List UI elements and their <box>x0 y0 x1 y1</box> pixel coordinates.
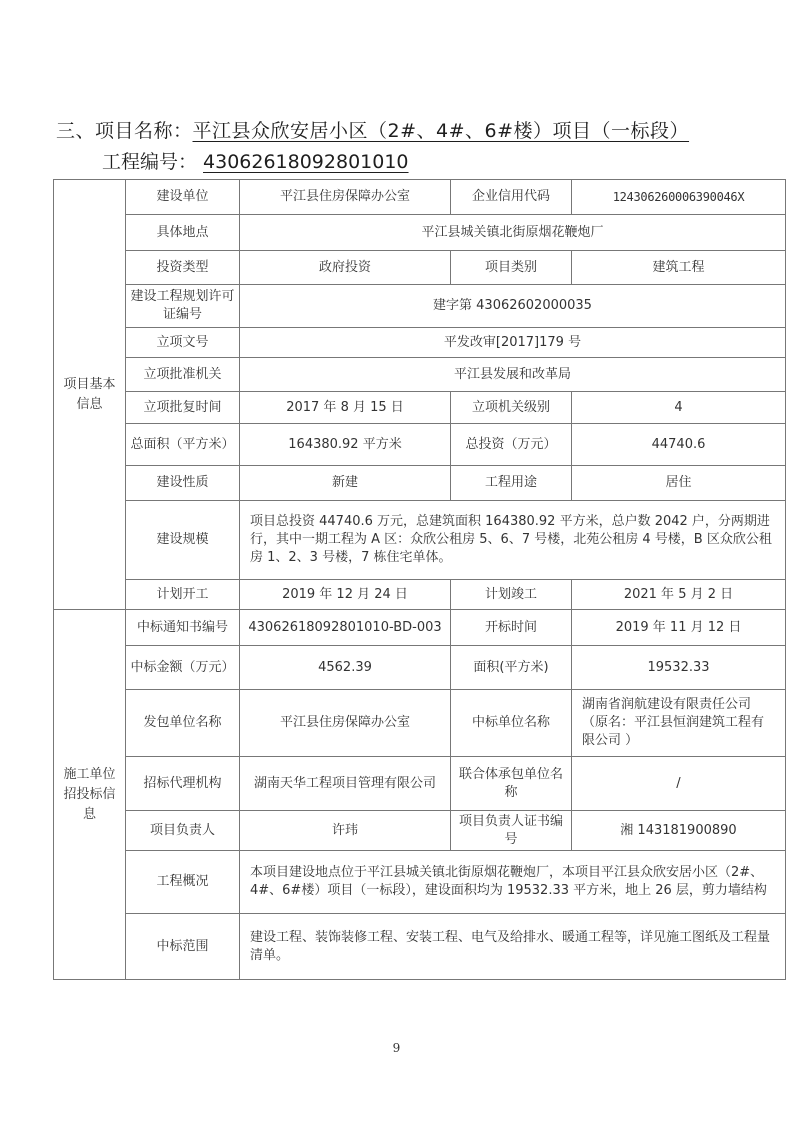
value-cell: 4 <box>572 392 786 424</box>
label-cell: 具体地点 <box>126 215 240 251</box>
project-code-value: 43062618092801010 <box>203 151 409 173</box>
table-row <box>54 501 786 580</box>
label-cell: 企业信用代码 <box>451 180 572 215</box>
label-cell: 建设工程规划许可证编号 <box>126 285 240 328</box>
project-info-table <box>53 179 786 980</box>
label-cell: 联合体承包单位名称 <box>451 757 572 811</box>
value-cell: 2021 年 5 月 2 日 <box>572 580 786 610</box>
value-cell: 19532.33 <box>572 646 786 690</box>
label-cell: 中标范围 <box>126 914 240 980</box>
table-row <box>54 285 786 328</box>
value-cell: 新建 <box>240 466 451 501</box>
section-label-bid: 施工单位招投标信息 <box>54 610 126 980</box>
label-cell: 开标时间 <box>451 610 572 646</box>
section-prefix: 三、项目名称： <box>56 120 193 142</box>
label-cell: 工程用途 <box>451 466 572 501</box>
project-name: 平江县众欣安居小区（2#、4#、6#楼）项目（一标段） <box>192 120 690 142</box>
value-cell: 43062618092801010-BD-003 <box>240 610 451 646</box>
project-title <box>56 116 689 143</box>
value-cell: 建筑工程 <box>572 251 786 285</box>
table-row <box>54 851 786 914</box>
table-row <box>54 690 786 757</box>
table-row <box>54 610 786 646</box>
label-cell: 中标单位名称 <box>451 690 572 757</box>
label-cell: 建设性质 <box>126 466 240 501</box>
label-cell: 面积(平方米) <box>451 646 572 690</box>
value-cell: 平江县住房保障办公室 <box>240 690 451 757</box>
value-cell: 许玮 <box>240 811 451 851</box>
label-cell: 总投资（万元） <box>451 424 572 466</box>
value-cell: 4562.39 <box>240 646 451 690</box>
value-cell: 平江县住房保障办公室 <box>240 180 451 215</box>
label-cell: 项目负责人 <box>126 811 240 851</box>
value-cell: 湖南天华工程项目管理有限公司 <box>240 757 451 811</box>
table-row <box>54 358 786 392</box>
value-cell: 2019 年 12 月 24 日 <box>240 580 451 610</box>
table-row <box>54 646 786 690</box>
value-cell: 湖南省润航建设有限责任公司（原名：平江县恒润建筑工程有限公司 ） <box>572 690 786 757</box>
value-cell: 164380.92 平方米 <box>240 424 451 466</box>
label-cell: 投资类型 <box>126 251 240 285</box>
value-cell: 2017 年 8 月 15 日 <box>240 392 451 424</box>
table-row <box>54 811 786 851</box>
label-cell: 立项批准机关 <box>126 358 240 392</box>
table-row <box>54 580 786 610</box>
label-cell: 立项批复时间 <box>126 392 240 424</box>
table-row <box>54 251 786 285</box>
label-cell: 立项机关级别 <box>451 392 572 424</box>
section-label-basic: 项目基本信息 <box>54 180 126 610</box>
table-row <box>54 466 786 501</box>
value-cell: 平江县发展和改革局 <box>240 358 786 392</box>
label-cell: 建设规模 <box>126 501 240 580</box>
value-cell: 湘 143181900890 <box>572 811 786 851</box>
label-cell: 招标代理机构 <box>126 757 240 811</box>
table-row <box>54 328 786 358</box>
table-row <box>54 424 786 466</box>
page-number: 9 <box>392 1041 401 1055</box>
table-row <box>54 757 786 811</box>
value-cell: 平江县城关镇北街原烟花鞭炮厂 <box>240 215 786 251</box>
label-cell: 中标金额（万元） <box>126 646 240 690</box>
label-cell: 计划竣工 <box>451 580 572 610</box>
project-code <box>102 147 409 174</box>
value-cell: 本项目建设地点位于平江县城关镇北街原烟花鞭炮厂，本项目平江县众欣安居小区（2#、4#、6#楼）项目（一标段），建设面积均为 19532.33 平方米，地上 26 层，剪力墙结构 <box>240 851 786 914</box>
value-cell: / <box>572 757 786 811</box>
label-cell: 建设单位 <box>126 180 240 215</box>
value-cell: 建设工程、装饰装修工程、安装工程、电气及给排水、暖通工程等，详见施工图纸及工程量清单。 <box>240 914 786 980</box>
project-code-label: 工程编号： <box>102 151 198 173</box>
label-cell: 中标通知书编号 <box>126 610 240 646</box>
value-cell: 居住 <box>572 466 786 501</box>
value-cell: 项目总投资 44740.6 万元，总建筑面积 164380.92 平方米，总户数 2042 户，分两期进行，其中一期工程为 A 区：众欣公租房 5、6、7 号楼，北苑公租房 4 号楼，B 区众欣公租房 1、2、3 号楼，7 栋住宅单体。 <box>240 501 786 580</box>
value-cell: 2019 年 11 月 12 日 <box>572 610 786 646</box>
value-cell: 平发改审[2017]179 号 <box>240 328 786 358</box>
table-row <box>54 392 786 424</box>
label-cell: 项目负责人证书编号 <box>451 811 572 851</box>
table-row <box>54 180 786 215</box>
table-row <box>54 914 786 980</box>
value-cell: 44740.6 <box>572 424 786 466</box>
label-cell: 项目类别 <box>451 251 572 285</box>
value-cell: 政府投资 <box>240 251 451 285</box>
label-cell: 立项文号 <box>126 328 240 358</box>
label-cell: 总面积（平方米） <box>126 424 240 466</box>
value-cell: 建字第 43062602000035 <box>240 285 786 328</box>
label-cell: 工程概况 <box>126 851 240 914</box>
label-cell: 计划开工 <box>126 580 240 610</box>
table-row <box>54 215 786 251</box>
label-cell: 发包单位名称 <box>126 690 240 757</box>
value-cell: 12430626000639004​6X <box>572 180 786 215</box>
